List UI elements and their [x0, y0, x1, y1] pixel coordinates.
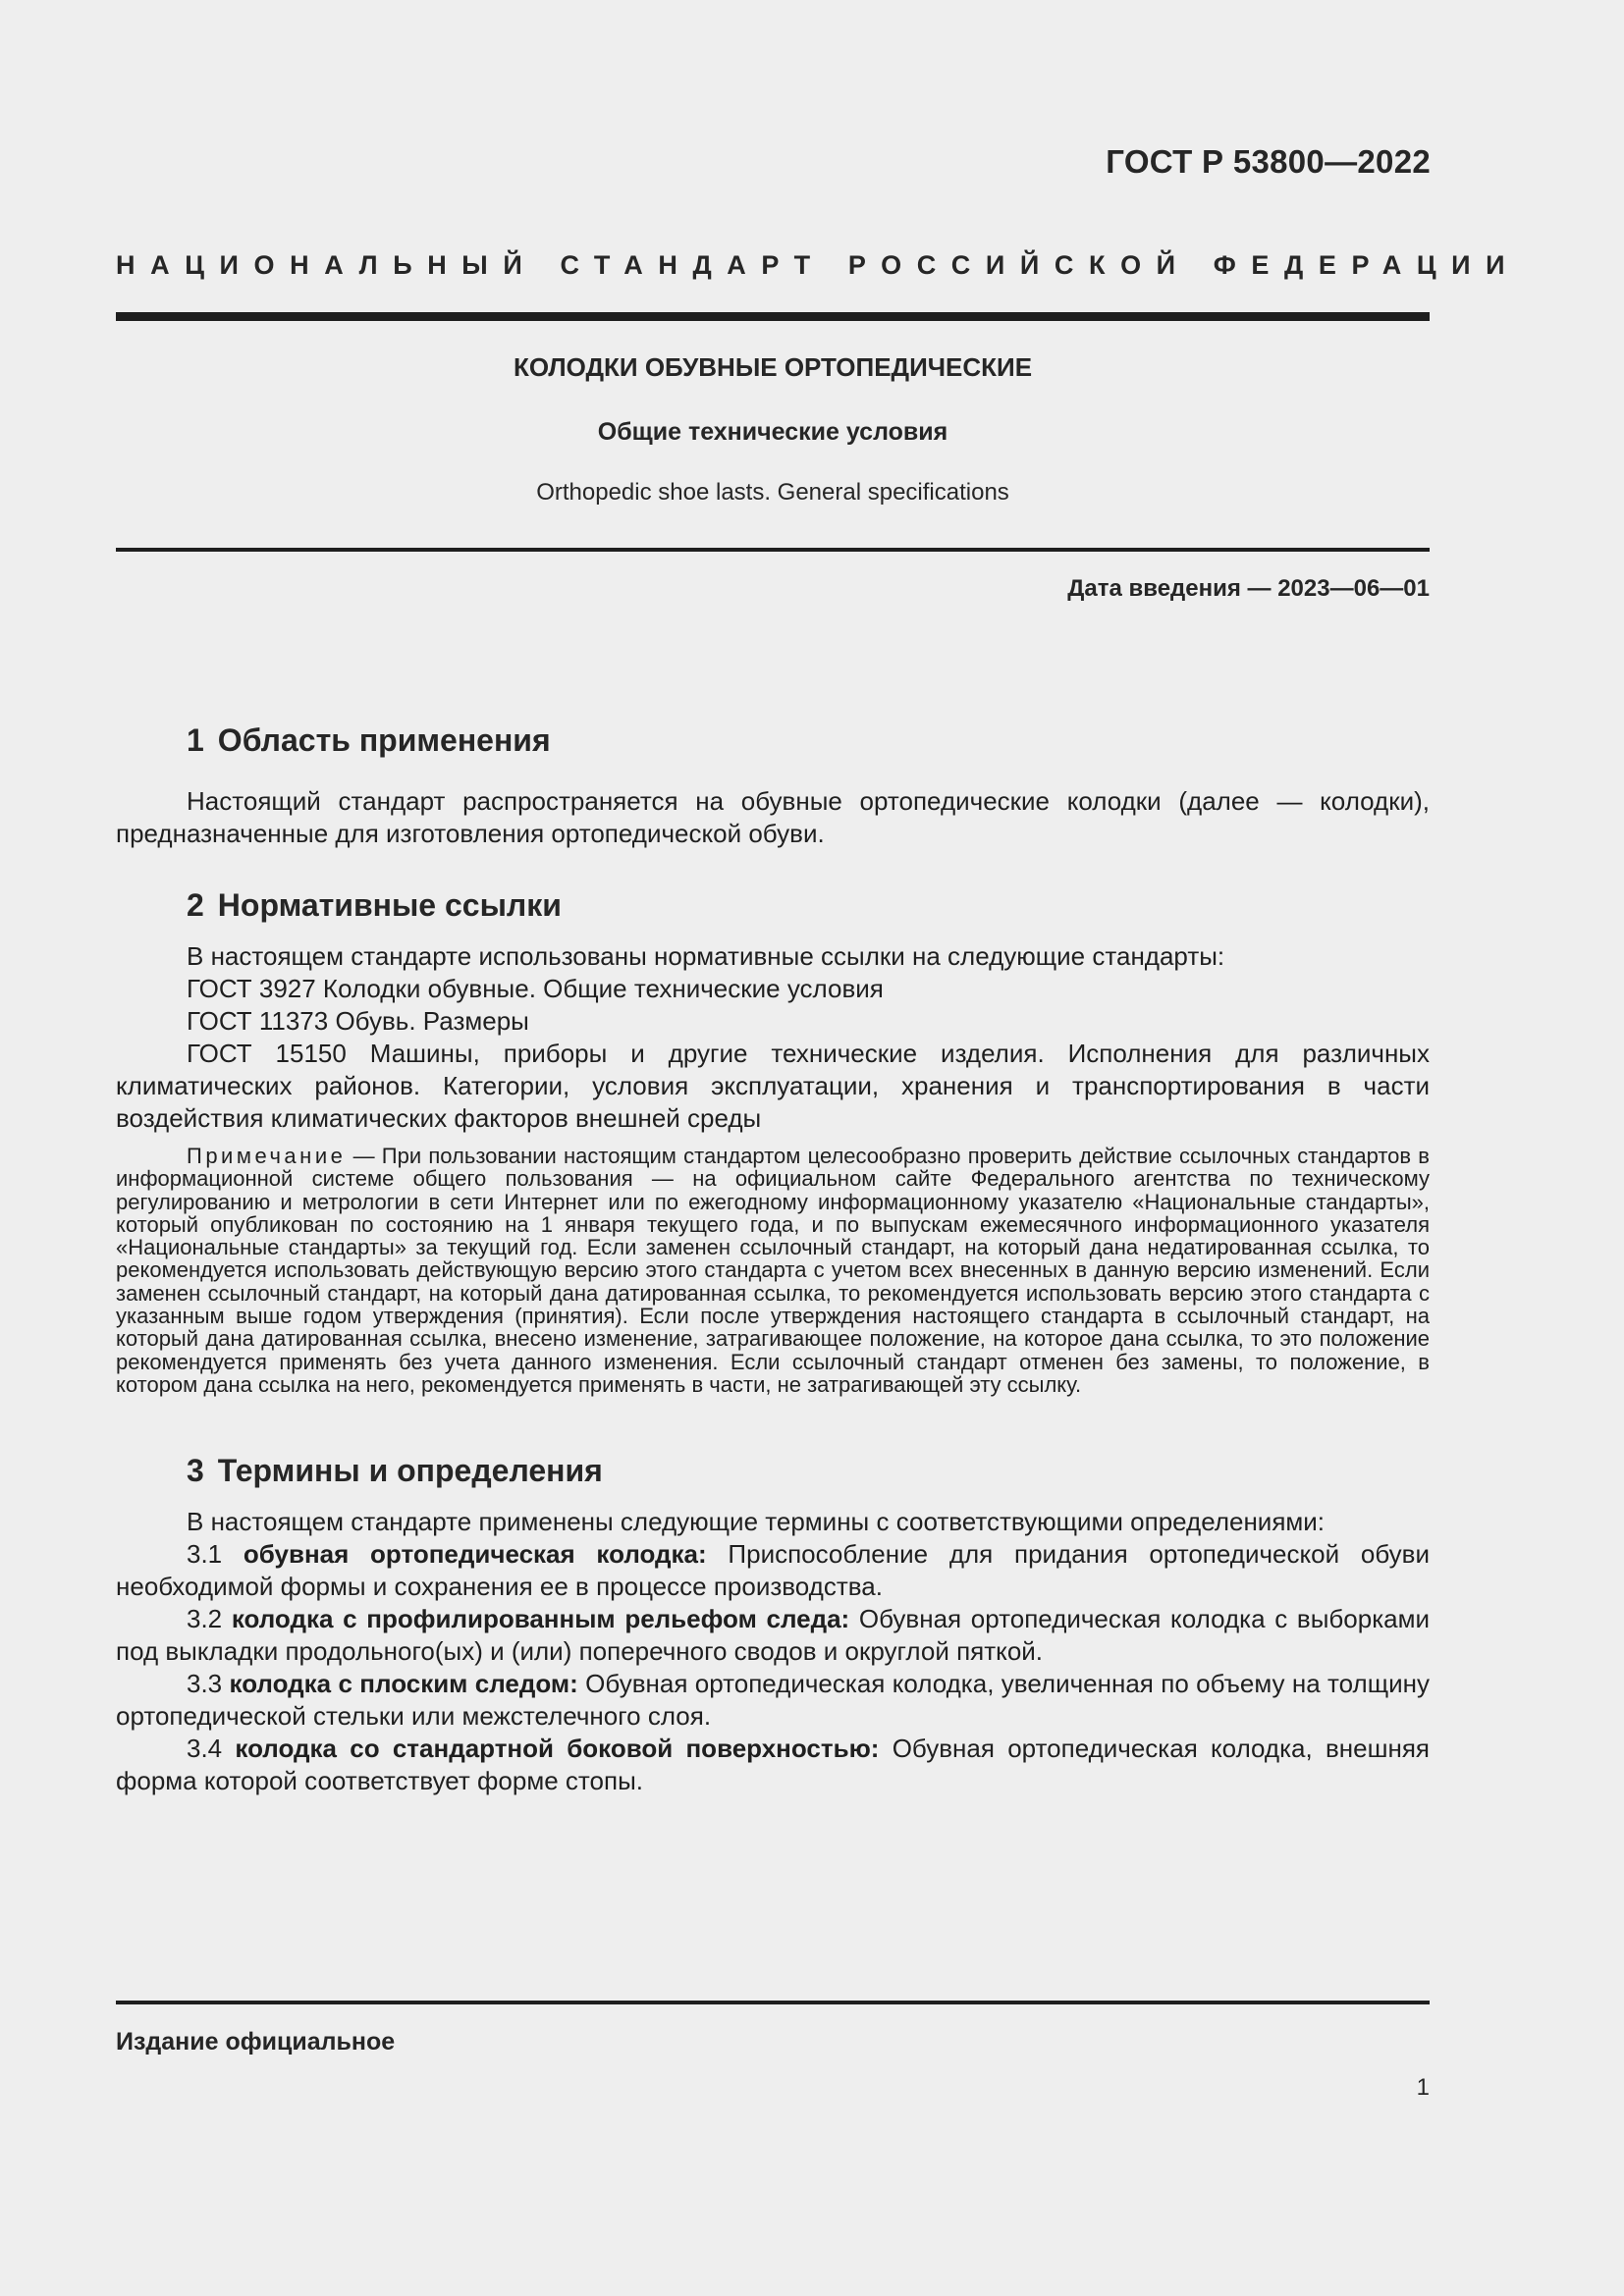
section-number: 3 — [187, 1453, 204, 1489]
section-heading-1 — [116, 715, 1430, 766]
term-number: 3.1 — [187, 1539, 223, 1570]
term-text: Приспособление для придания ортопедической обуви необходимой формы и сохранения ее в процессе производства. — [116, 1539, 1430, 1602]
reference-item: ГОСТ 3927 Колодки обувные. Общие технические условия — [187, 974, 884, 1003]
document-body — [116, 715, 1430, 1797]
term-name: колодка с плоским следом: — [229, 1669, 578, 1699]
page-number: 1 — [1416, 2074, 1430, 2101]
term-definition — [116, 1538, 1430, 1603]
national-standard-heading: НАЦИОНАЛЬНЫЙ СТАНДАРТ РОССИЙСКОЙ ФЕДЕРАЦИИ — [116, 250, 1521, 280]
references-intro: В настоящем стандарте использованы нормативные ссылки на следующие стандарты: — [187, 941, 1225, 971]
term-definition — [116, 1603, 1430, 1668]
standard-title: КОЛОДКИ ОБУВНЫЕ ОРТОПЕДИЧЕСКИЕ — [513, 352, 1033, 382]
document-number: ГОСТ Р 53800—2022 — [1106, 143, 1431, 180]
official-edition-label: Издание официальное — [116, 2028, 396, 2056]
section-3-body — [116, 1506, 1430, 1797]
term-name: обувная ортопедическая колодка: — [243, 1539, 707, 1570]
title-divider — [116, 548, 1430, 552]
header-divider — [116, 312, 1430, 321]
terms-intro: В настоящем стандарте применены следующие термины с соответствующими определениями: — [187, 1507, 1326, 1537]
footer-divider — [116, 2001, 1430, 2004]
term-definition — [116, 1668, 1430, 1733]
section-title: Термины и определения — [217, 1453, 603, 1489]
reference-item: ГОСТ 15150 Машины, приборы и другие технические изделия. Исполнения для различных климатических районов. Категории, условия эксплуатации, хранения и транспортирования в части воздействия климатических факторов внешней среды — [116, 1039, 1430, 1133]
note-label: Примечание — [187, 1144, 347, 1168]
section-heading-3 — [116, 1445, 1430, 1496]
section-2-body — [116, 940, 1430, 1396]
section-heading-2 — [116, 880, 1430, 931]
introduction-date: Дата введения — 2023—06—01 — [1067, 575, 1430, 602]
section-number: 2 — [187, 887, 204, 923]
term-number: 3.4 — [187, 1734, 223, 1764]
term-text: Обувная ортопедическая колодка с выборками под выкладки продольного(ых) и (или) поперечного сводов и округлой пяткой. — [116, 1604, 1430, 1667]
standard-subtitle: Общие технические условия — [597, 418, 948, 446]
section-title: Область применения — [217, 722, 551, 758]
term-name: колодка с профилированным рельефом следа: — [231, 1604, 850, 1634]
note-paragraph — [116, 1145, 1430, 1396]
section-title: Нормативные ссылки — [217, 887, 562, 923]
term-text: Обувная ортопедическая колодка, увеличенная по объему на толщину ортопедической стельки или межстелечного слоя. — [116, 1669, 1431, 1732]
section-1-paragraph: Настоящий стандарт распространяется на обувные ортопедические колодки (далее — колодки), предназначенные для изготовления ортопедической обуви. — [116, 786, 1430, 848]
term-definition — [116, 1733, 1430, 1797]
reference-item: ГОСТ 11373 Обувь. Размеры — [187, 1006, 529, 1036]
term-name: колодка со стандартной боковой поверхностью: — [235, 1734, 880, 1764]
section-number: 1 — [187, 722, 204, 758]
note-text: — При пользовании настоящим стандартом целесообразно проверить действие ссылочных стандартов в информационной системе общего пользования — на официальном сайте Федерального агентства по техническому регулированию и метрологии в сети Интернет или по ежегодному информационному указателю «Национальные стандарты», который опубликован по состоянию на 1 января текущего года, и по выпускам ежемесячного информационного указателя «Национальные стандарты» за текущий год. Если заменен ссылочный стандарт, на который дана недатированная ссылка, то рекомендуется использовать действующую версию этого стандарта с учетом всех внесенных в данную версию изменений. Если заменен ссылочный стандарт, на который дана датированная ссылка, то рекомендуется использовать версию этого стандарта с указанным выше годом утверждения (принятия). Если после утверждения настоящего стандарта в ссылочный стандарт, на который дана датированная ссылка, внесено изменение, затрагивающее положение, на которое дана ссылка, то это положение рекомендуется применять без учета данного изменения. Если ссылочный стандарт отменен без замены, то положение, в котором дана ссылка на него, рекомендуется применять в части, не затрагивающей эту ссылку. — [116, 1144, 1430, 1397]
term-number: 3.2 — [187, 1604, 223, 1634]
english-title: Orthopedic shoe lasts. General specifications — [536, 479, 1009, 506]
term-text: Обувная ортопедическая колодка, внешняя форма которой соответствует форме стопы. — [116, 1734, 1430, 1796]
term-number: 3.3 — [187, 1669, 223, 1699]
